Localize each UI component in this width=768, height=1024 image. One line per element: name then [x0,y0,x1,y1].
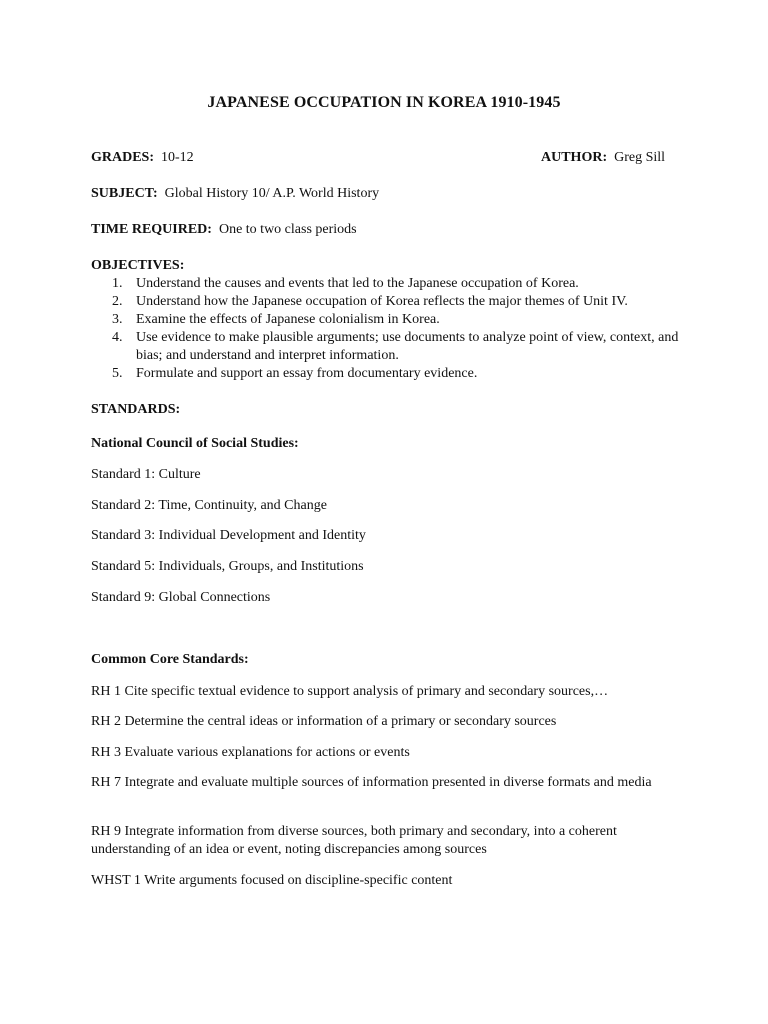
common-core-standard: RH 9 Integrate information from diverse sources, both primary and secondary, into a coherent understanding of an idea or event, noting discrepancies among sources [91,824,617,857]
ncss-standard: Standard 5: Individuals, Groups, and Institutions [91,559,364,574]
ncss-standard: Standard 1: Culture [91,467,201,482]
objective-number: 1. [112,276,123,291]
objective-item [91,311,691,329]
ncss-standard: Standard 2: Time, Continuity, and Change [91,498,327,513]
standards-heading: STANDARDS: [91,402,181,417]
objectives-list [91,275,691,383]
objective-item [91,329,691,365]
objective-item [91,275,691,293]
common-core-standard: WHST 1 Write arguments focused on discipline-specific content [91,873,453,888]
objective-text: Understand the causes and events that led to the Japanese occupation of Korea. [136,276,579,291]
objective-number: 2. [112,294,123,309]
ncss-standard: Standard 9: Global Connections [91,590,271,605]
time-required-label: TIME REQUIRED: [91,222,212,237]
objective-item [91,293,691,311]
subject-line [91,186,379,202]
time-required-line [91,222,357,238]
grades-value: 10-12 [161,150,194,165]
objective-number: 4. [112,330,123,345]
objectives-heading: OBJECTIVES: [91,258,185,273]
author-value: Greg Sill [614,150,666,165]
common-core-standard: RH 1 Cite specific textual evidence to support analysis of primary and secondary sources,… [91,684,609,699]
author-label: AUTHOR: [541,150,608,165]
subject-label: SUBJECT: [91,186,158,201]
objective-text: Use evidence to make plausible arguments; use documents to analyze point of view, context, and bias; and understand and interpret information. [136,330,679,363]
objective-number: 3. [112,312,123,327]
document-title: JAPANESE OCCUPATION IN KOREA 1910-1945 [207,94,561,111]
author-line [541,150,665,166]
ncss-standard: Standard 3: Individual Development and Identity [91,528,366,543]
objective-item [91,365,691,383]
grades-line [91,150,194,166]
objective-text: Examine the effects of Japanese colonialism in Korea. [136,312,440,327]
objective-number: 5. [112,366,123,381]
ncss-heading: National Council of Social Studies: [91,436,299,451]
objective-text: Formulate and support an essay from documentary evidence. [136,366,478,381]
common-core-heading: Common Core Standards: [91,652,249,667]
objective-text: Understand how the Japanese occupation of Korea reflects the major themes of Unit IV. [136,294,628,309]
common-core-standard: RH 7 Integrate and evaluate multiple sources of information presented in diverse formats and media [91,775,652,790]
grades-label: GRADES: [91,150,155,165]
common-core-standard: RH 2 Determine the central ideas or information of a primary or secondary sources [91,714,557,729]
time-required-value: One to two class periods [218,222,357,237]
subject-value: Global History 10/ A.P. World History [164,186,380,201]
common-core-standard: RH 3 Evaluate various explanations for actions or events [91,745,410,760]
